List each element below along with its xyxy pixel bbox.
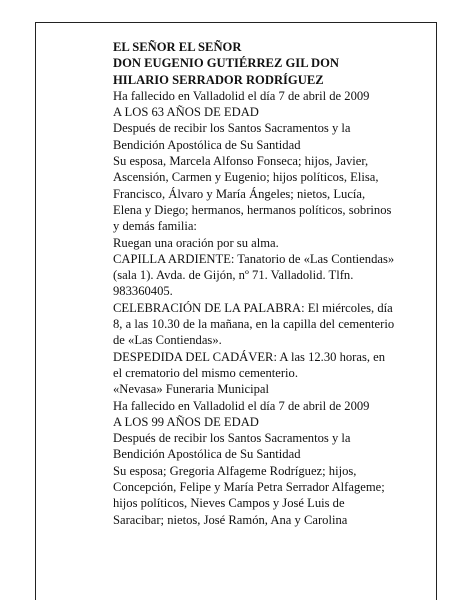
age-2: A LOS 99 AÑOS DE EDAD [113, 414, 259, 429]
death-notice-2: Ha fallecido en Valladolid el día 7 de abril de 2009 [113, 398, 370, 413]
despedida-b: el crematorio del mismo cementerio. [113, 365, 298, 380]
sacraments-1b: Bendición Apostólica de Su Santidad [113, 137, 301, 152]
family-1e: y demás familia: [113, 219, 197, 234]
family-1b: Ascensión, Carmen y Eugenio; hijos políticos, Elisa, [113, 170, 379, 185]
capilla-ardiente-a: CAPILLA ARDIENTE: Tanatorio de «Las Contiendas» [113, 251, 395, 266]
family-2a: Su esposa; Gregoria Alfageme Rodríguez; hijos, [113, 463, 357, 478]
family-2d: Saracibar; nietos, José Ramón, Ana y Carolina [113, 512, 348, 527]
capilla-ardiente-c: 983360405. [113, 284, 173, 299]
celebracion-b: 8, a las 10.30 de la mañana, en la capilla del cementerio [113, 317, 395, 332]
capilla-ardiente-b: (sala 1). Avda. de Gijón, nº 71. Valladolid. Tlfn. [113, 268, 354, 283]
deceased-names-line-1: DON EUGENIO GUTIÉRREZ GIL DON [113, 56, 340, 71]
despedida-a: DESPEDIDA DEL CADÁVER: A las 12.30 horas, en [113, 349, 386, 364]
family-2b: Concepción, Felipe y María Petra Serrador Alfageme; [113, 480, 385, 495]
celebracion-a: CELEBRACIÓN DE LA PALABRA: El miércoles, día [113, 300, 393, 315]
sacraments-2b: Bendición Apostólica de Su Santidad [113, 447, 301, 462]
obituary-text [113, 39, 431, 528]
celebracion-c: de «Las Contiendas». [113, 333, 222, 348]
family-1c: Francisco, Álvaro y María Ángeles; nietos, Lucía, [113, 186, 366, 201]
family-1a: Su esposa, Marcela Alfonso Fonseca; hijos, Javier, [113, 154, 369, 169]
obituary-heading: EL SEÑOR EL SEÑOR [113, 40, 242, 54]
age-1: A LOS 63 AÑOS DE EDAD [113, 105, 259, 120]
family-2c: hijos políticos, Nieves Campos y José Luis de [113, 496, 345, 511]
death-notice-1: Ha fallecido en Valladolid el día 7 de abril de 2009 [113, 88, 370, 103]
sacraments-1a: Después de recibir los Santos Sacramentos y la [113, 121, 351, 136]
deceased-names-line-2: HILARIO SERRADOR RODRÍGUEZ [113, 72, 324, 87]
family-1d: Elena y Diego; hermanos, hermanos políticos, sobrinos [113, 202, 392, 217]
funeraria: «Nevasa» Funeraria Municipal [113, 382, 269, 397]
sacraments-2a: Después de recibir los Santos Sacramentos y la [113, 431, 351, 446]
prayer-request: Ruegan una oración por su alma. [113, 235, 279, 250]
